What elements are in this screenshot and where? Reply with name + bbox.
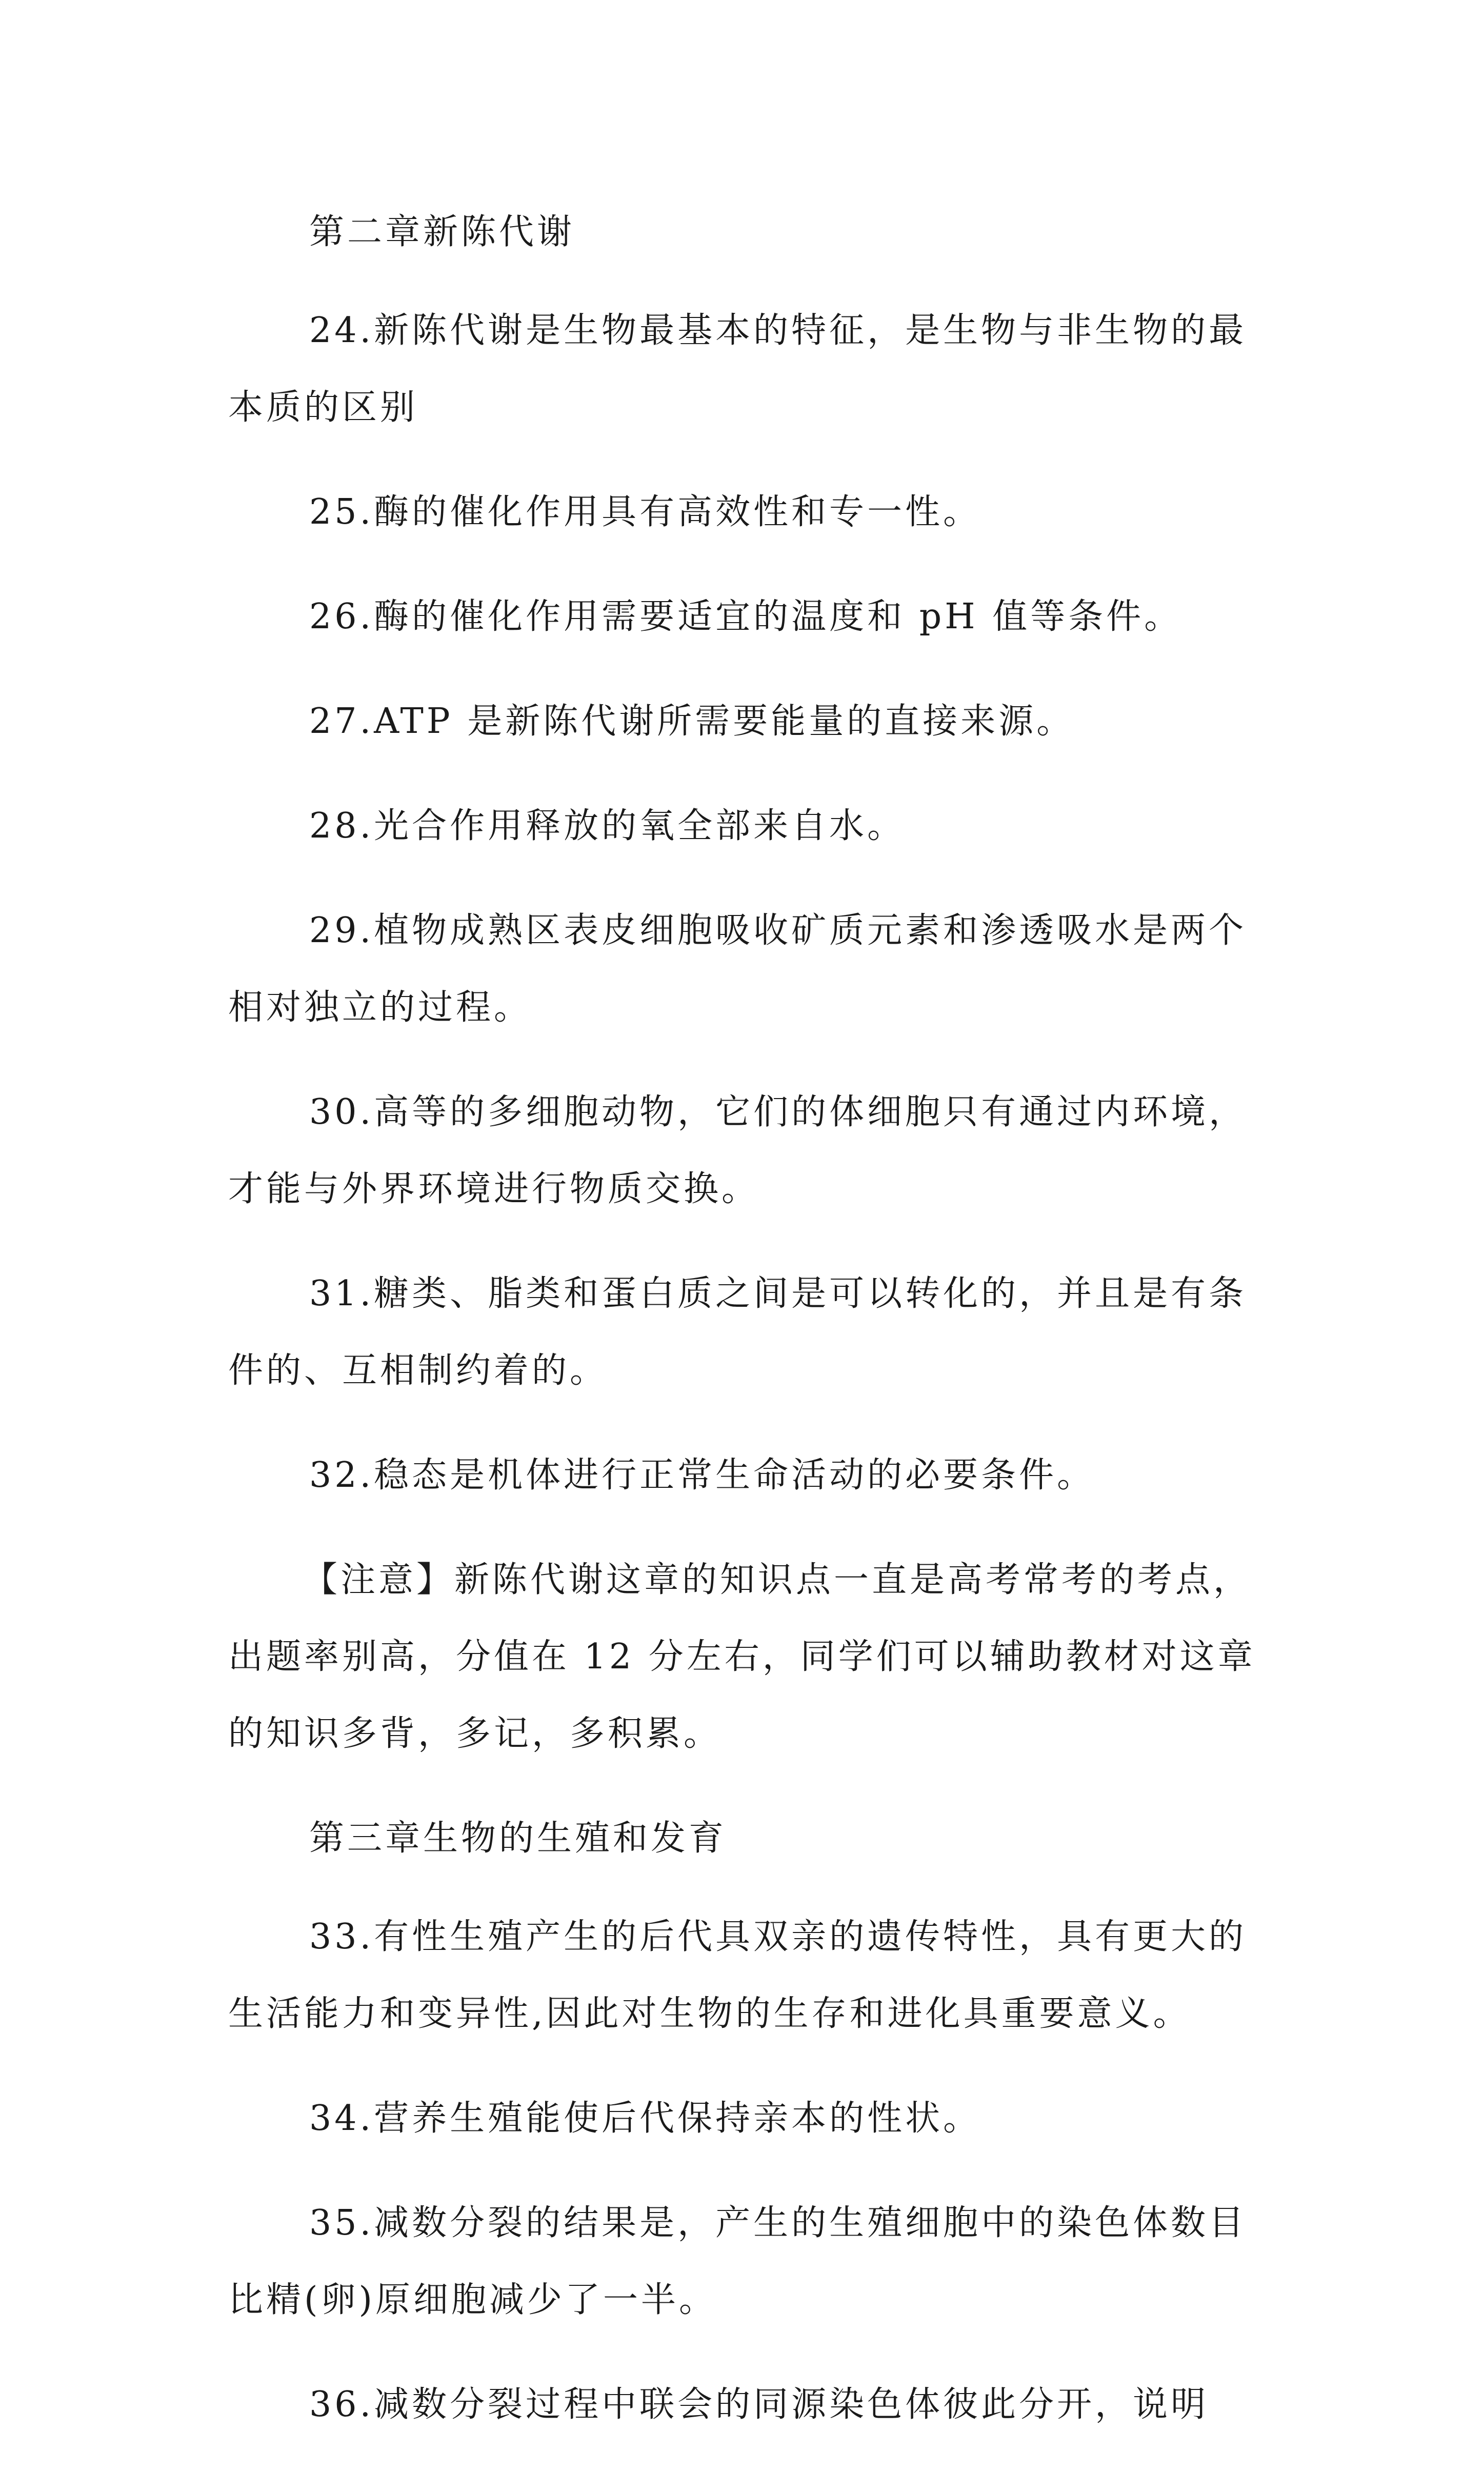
paragraph-item-34: 34.营养生殖能使后代保持亲本的性状。 bbox=[309, 2098, 981, 2139]
paragraph-item-35: 35.减数分裂的结果是，产生的生殖细胞中的染色体数目比精(卵)原细胞减少了一半。 bbox=[228, 2203, 1247, 2320]
paragraph-item-32: 32.稳态是机体进行正常生命活动的必要条件。 bbox=[309, 1455, 1095, 1496]
paragraph-note: 【注意】新陈代谢这章的知识点一直是高考常考的考点，出题率别高，分值在 12 分左右，同学们可以辅助教材对这章的知识多背，多记，多积累。 bbox=[228, 1560, 1256, 1754]
paragraph-item-36: 36.减数分裂过程中联会的同源染色体彼此分开，说明 bbox=[309, 2384, 1209, 2425]
paragraph-item-24: 24.新陈代谢是生物最基本的特征，是生物与非生物的最本质的区别 bbox=[228, 310, 1247, 428]
paragraph-item-25: 25.酶的催化作用具有高效性和专一性。 bbox=[309, 492, 981, 532]
document-body bbox=[228, 194, 1269, 2471]
chapter-2-title: 第二章新陈代谢 bbox=[309, 212, 575, 252]
paragraph-item-33: 33.有性生殖产生的后代具双亲的遗传特性，具有更大的生活能力和变异性,因此对生物的生存和进化具重要意义。 bbox=[228, 1917, 1247, 2034]
paragraph-item-30: 30.高等的多细胞动物，它们的体细胞只有通过内环境，才能与外界环境进行物质交换。 bbox=[228, 1092, 1247, 1209]
chapter-3-title: 第三章生物的生殖和发育 bbox=[309, 1818, 727, 1859]
paragraph-item-29: 29.植物成熟区表皮细胞吸收矿质元素和渗透吸水是两个相对独立的过程。 bbox=[228, 910, 1247, 1028]
paragraph-item-27: 27.ATP 是新陈代谢所需要能量的直接来源。 bbox=[309, 701, 1075, 742]
paragraph-item-26: 26.酶的催化作用需要适宜的温度和 pH 值等条件。 bbox=[309, 596, 1182, 637]
paragraph-item-31: 31.糖类、脂类和蛋白质之间是可以转化的，并且是有条件的、互相制约着的。 bbox=[228, 1273, 1247, 1391]
paragraph-item-28: 28.光合作用释放的氧全部来自水。 bbox=[309, 806, 906, 846]
